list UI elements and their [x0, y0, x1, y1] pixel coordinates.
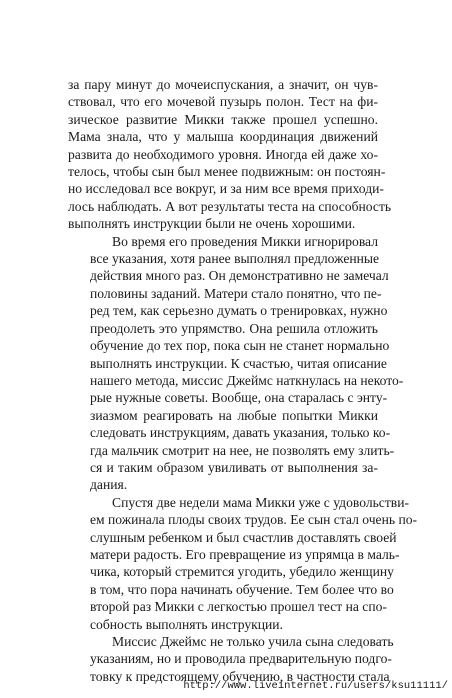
text-line: зиазмом реагировать на любые попытки Микки: [90, 407, 378, 423]
paragraph: [68, 494, 418, 633]
text-line: но исследовал все вокруг, и за ним все время приходи-: [68, 181, 384, 197]
text-line: ем пожинала плоды своих трудов. Ее сын стал очень по-: [90, 512, 418, 528]
paragraph: [68, 76, 392, 233]
text-line: второй раз Микки с легкостью прошел тест на спо-: [90, 599, 387, 615]
text-line: развита до необходимого уровня. Иногда ей даже хо-: [68, 146, 378, 162]
text-line: выполнять инструкции. К счастью, читая описание: [90, 355, 387, 371]
text-line: ствовал, что его мочевой пузырь полон. Тест на фи-: [68, 94, 378, 110]
text-line: указаниям, но и проводила предварительную подго-: [90, 651, 392, 667]
text-line: рые нужные советы. Вообще, она старалась с энту-: [90, 390, 388, 406]
text-line: обучение до тех пор, пока сын не станет нормально: [90, 338, 390, 354]
text-line: половины заданий. Матери стало понятно, что пе-: [90, 285, 382, 301]
text-line: все указания, хотя ранее выполнял предложенные: [90, 251, 380, 267]
paragraph: [68, 633, 394, 685]
text-line: телось, чтобы сын был менее подвижным: он постоян-: [68, 164, 386, 180]
text-line: дания.: [90, 477, 128, 493]
text-line: чика, который стремится угодить, убедило женщину: [90, 564, 394, 580]
text-line: Спустя две недели мама Микки уже с удовольстви-: [112, 494, 410, 510]
text-line: выполнять инструкции были не очень хорошими.: [68, 216, 356, 232]
paragraph: [68, 233, 404, 494]
text-line: слушным ребенком и был счастлив доставлять своей: [90, 529, 397, 545]
text-line: лось наблюдать. А вот результаты теста на способность: [68, 198, 392, 214]
text-line: ся и таким образом увиливать от выполнения за-: [90, 459, 378, 475]
text-line: действия много раз. Он демонстративно не замечал: [90, 268, 389, 284]
text-line: преодолеть это упрямство. Она решила отложить: [90, 320, 378, 336]
text-line: следовать инструкциям, давать указания, только ко-: [90, 425, 391, 441]
text-line: в том, что пора начинать обучение. Тем более что во: [90, 581, 394, 597]
text-line: Мама знала, что у малыша координация движений: [68, 129, 378, 145]
body-text: [68, 76, 418, 685]
text-line: нашего метода, миссис Джеймс наткнулась на некото-: [90, 372, 404, 388]
source-url-watermark: http://www.liveinternet.ru/users/ksu11111/: [183, 680, 448, 692]
text-line: гда мальчик смотрит на нее, не позволять ему злить-: [90, 442, 395, 458]
text-line: зическое развитие Микки также прошел успешно.: [68, 111, 378, 127]
text-line: ред тем, как серьезно думать о тренировках, нужно: [90, 303, 388, 319]
text-line: за пару минут до мочеиспускания, а значит, он чув-: [68, 77, 378, 92]
text-line: товку к предстоящему обучению, в частности стала: [90, 668, 390, 684]
text-line: матери радость. Его превращение из упрямца в маль-: [90, 546, 400, 562]
text-line: собность выполнять инструкции.: [90, 616, 283, 632]
text-line: Миссис Джеймс не только учила сына следовать: [112, 634, 394, 649]
text-line: Во время его проведения Микки игнорировал: [112, 233, 378, 249]
